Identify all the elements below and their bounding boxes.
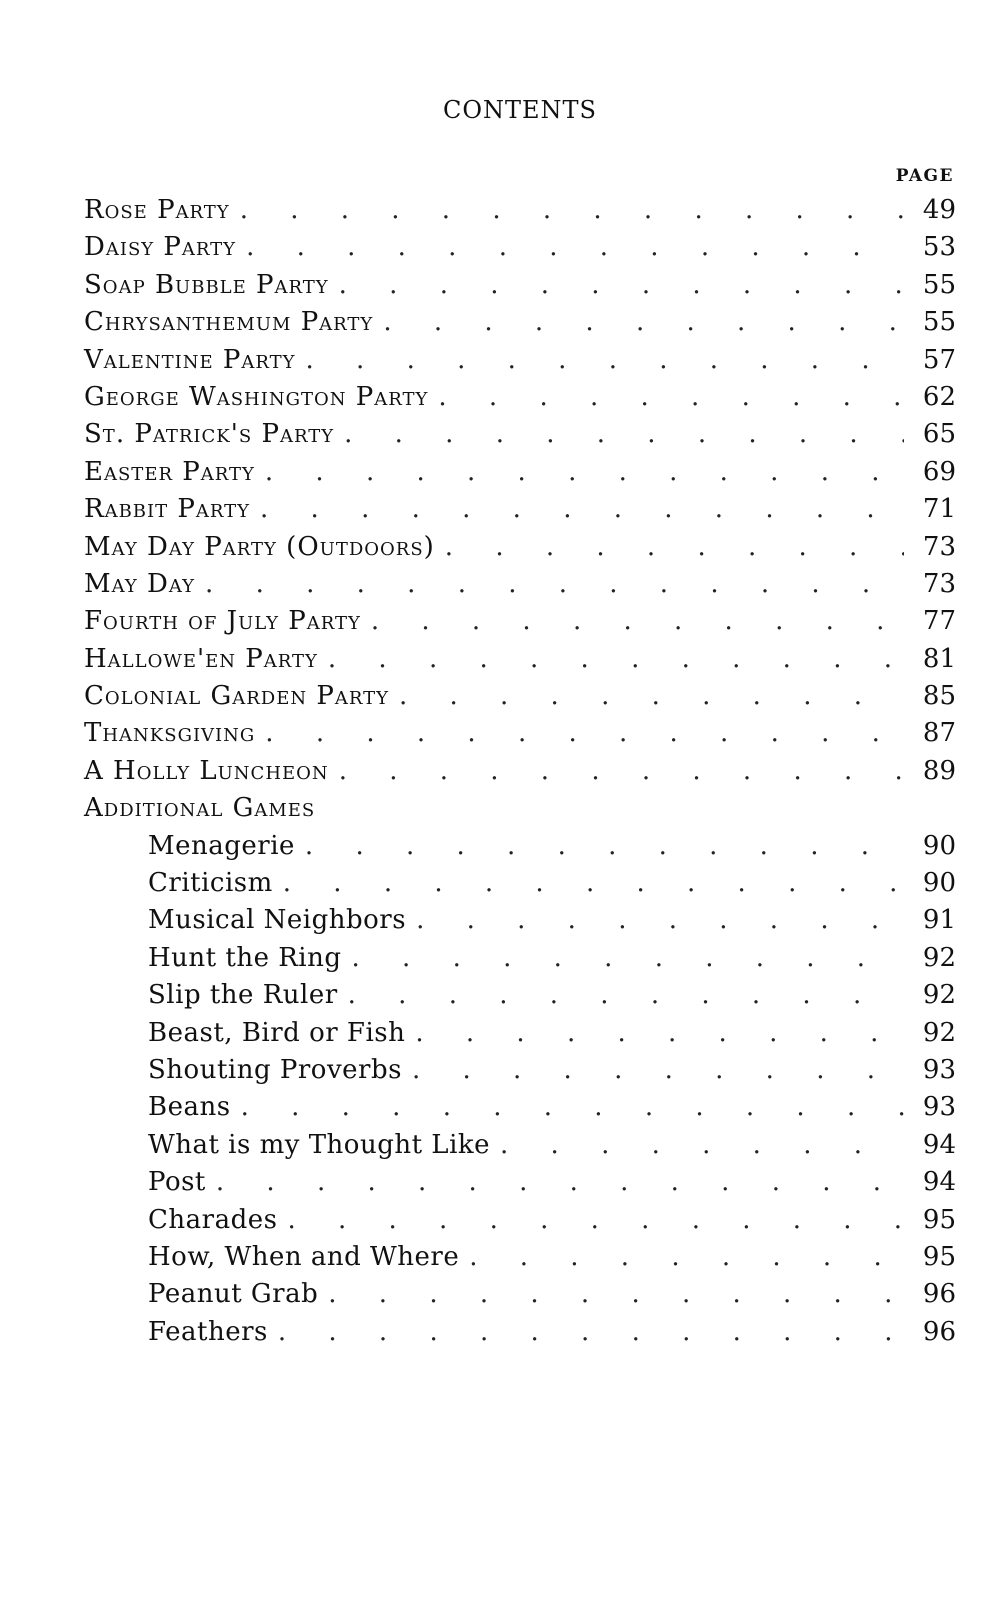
toc-subentry bbox=[84, 943, 956, 980]
entry-title: Colonial Garden Party bbox=[84, 681, 389, 712]
dot-leader bbox=[306, 345, 904, 375]
toc-subentry bbox=[84, 1055, 956, 1092]
page-number: 96 bbox=[904, 1279, 956, 1309]
toc-subentry bbox=[84, 831, 956, 868]
dot-leader bbox=[328, 644, 904, 674]
toc-subentry bbox=[84, 1279, 956, 1316]
dot-leader bbox=[260, 494, 904, 524]
entry-title: Slip the Ruler bbox=[148, 980, 338, 1011]
dot-leader bbox=[371, 606, 904, 636]
toc-entry bbox=[84, 419, 956, 456]
entry-title: Fourth of July Party bbox=[84, 606, 361, 637]
entry-title: Soap Bubble Party bbox=[84, 269, 329, 300]
entry-title: Beast, Bird or Fish bbox=[148, 1017, 406, 1048]
dot-leader bbox=[305, 831, 904, 861]
dot-leader bbox=[241, 1092, 904, 1122]
toc-subentry bbox=[84, 1130, 956, 1167]
toc-entry bbox=[84, 644, 956, 681]
toc-entry bbox=[84, 195, 956, 232]
page-number: 65 bbox=[904, 419, 956, 449]
dot-leader bbox=[328, 1279, 904, 1309]
dot-leader bbox=[500, 1130, 904, 1160]
toc-entry bbox=[84, 756, 956, 793]
entry-title: Thanksgiving bbox=[84, 718, 256, 749]
toc-entry bbox=[84, 270, 956, 307]
page-number: 81 bbox=[904, 644, 956, 674]
page-number: 93 bbox=[904, 1092, 956, 1122]
toc-entry bbox=[84, 532, 956, 569]
toc-entry bbox=[84, 569, 956, 606]
page-number: 49 bbox=[904, 195, 956, 225]
dot-leader bbox=[287, 1205, 904, 1235]
toc-subentry bbox=[84, 868, 956, 905]
entry-title: Criticism bbox=[148, 868, 273, 899]
page-number: 73 bbox=[904, 532, 956, 562]
dot-leader bbox=[412, 1055, 904, 1085]
entry-title: What is my Thought Like bbox=[148, 1129, 491, 1160]
page-number: 87 bbox=[904, 718, 956, 748]
entry-title: Menagerie bbox=[148, 830, 295, 861]
dot-leader bbox=[265, 718, 904, 748]
dot-leader bbox=[415, 1018, 904, 1048]
entry-title: Chrysanthemum Party bbox=[84, 307, 374, 338]
page-number: 55 bbox=[904, 307, 956, 337]
page-number: 92 bbox=[904, 980, 956, 1010]
page-number: 96 bbox=[904, 1317, 956, 1347]
entry-title: Additional Games bbox=[84, 793, 316, 824]
page-number: 90 bbox=[904, 831, 956, 861]
toc-subentry bbox=[84, 1018, 956, 1055]
dot-leader bbox=[348, 980, 904, 1010]
page-number: 69 bbox=[904, 457, 956, 487]
entry-title: Rabbit Party bbox=[84, 494, 251, 525]
dot-leader bbox=[278, 1317, 904, 1347]
page-number: 57 bbox=[904, 345, 956, 375]
dot-leader bbox=[416, 905, 904, 935]
page-number: 94 bbox=[904, 1130, 956, 1160]
dot-leader bbox=[445, 532, 904, 562]
toc-subentry bbox=[84, 1317, 956, 1354]
page-number: 73 bbox=[904, 569, 956, 599]
toc-subentry bbox=[84, 1167, 956, 1204]
dot-leader bbox=[246, 232, 904, 262]
toc-subentry bbox=[84, 980, 956, 1017]
dot-leader bbox=[283, 868, 904, 898]
entry-title: Peanut Grab bbox=[148, 1279, 319, 1310]
toc-entry bbox=[84, 494, 956, 531]
toc-entry bbox=[84, 345, 956, 382]
entry-title: Feathers bbox=[148, 1316, 268, 1347]
page-number: 90 bbox=[904, 868, 956, 898]
dot-leader bbox=[265, 457, 904, 487]
toc-subentry bbox=[84, 1242, 956, 1279]
toc-subentry bbox=[84, 905, 956, 942]
contents-heading: CONTENTS bbox=[442, 96, 597, 124]
entry-title: St. Patrick's Party bbox=[84, 419, 335, 450]
entry-title: Shouting Proverbs bbox=[148, 1054, 402, 1085]
entry-title: Hallowe'en Party bbox=[84, 643, 318, 674]
dot-leader bbox=[383, 307, 904, 337]
toc-entry bbox=[84, 232, 956, 269]
toc-entry bbox=[84, 382, 956, 419]
entry-title: Beans bbox=[148, 1092, 231, 1123]
page-number: 77 bbox=[904, 606, 956, 636]
page-number: 95 bbox=[904, 1205, 956, 1235]
toc-entry bbox=[84, 718, 956, 755]
toc-entry bbox=[84, 793, 956, 830]
page-number: 85 bbox=[904, 681, 956, 711]
dot-leader bbox=[399, 681, 904, 711]
entry-title: How, When and Where bbox=[148, 1241, 460, 1272]
page-column-label: PAGE bbox=[895, 166, 954, 186]
page-number: 91 bbox=[904, 905, 956, 935]
page-number: 92 bbox=[904, 943, 956, 973]
dot-leader bbox=[339, 270, 904, 300]
dot-leader bbox=[344, 419, 904, 449]
dot-leader bbox=[216, 1167, 904, 1197]
page-number: 53 bbox=[904, 232, 956, 262]
page-number: 89 bbox=[904, 756, 956, 786]
entry-title: Valentine Party bbox=[84, 344, 296, 375]
dot-leader bbox=[438, 382, 904, 412]
entry-title: Charades bbox=[148, 1204, 278, 1235]
page-number: 55 bbox=[904, 270, 956, 300]
entry-title: May Day Party (Outdoors) bbox=[84, 531, 435, 562]
dot-leader bbox=[205, 569, 904, 599]
page-number: 71 bbox=[904, 494, 956, 524]
dot-leader bbox=[339, 756, 904, 786]
entry-title: Daisy Party bbox=[84, 232, 237, 263]
dot-leader bbox=[352, 943, 904, 973]
toc-entry bbox=[84, 457, 956, 494]
page-number: 94 bbox=[904, 1167, 956, 1197]
entry-title: George Washington Party bbox=[84, 381, 429, 412]
toc-entry bbox=[84, 307, 956, 344]
dot-leader bbox=[240, 195, 904, 225]
toc-subentry bbox=[84, 1205, 956, 1242]
page-number: 92 bbox=[904, 1018, 956, 1048]
entry-title: Post bbox=[148, 1167, 206, 1198]
entry-title: A Holly Luncheon bbox=[84, 755, 329, 786]
page-number: 62 bbox=[904, 382, 956, 412]
entry-title: Rose Party bbox=[84, 195, 230, 225]
page-number: 93 bbox=[904, 1055, 956, 1085]
entry-title: Easter Party bbox=[84, 456, 255, 487]
dot-leader bbox=[469, 1242, 904, 1272]
entry-title: Musical Neighbors bbox=[148, 905, 407, 936]
page-number: 95 bbox=[904, 1242, 956, 1272]
toc-subentry bbox=[84, 1092, 956, 1129]
toc-entry bbox=[84, 606, 956, 643]
table-of-contents bbox=[84, 195, 956, 1354]
entry-title: May Day bbox=[84, 568, 196, 599]
entry-title: Hunt the Ring bbox=[148, 942, 342, 973]
toc-entry bbox=[84, 681, 956, 718]
